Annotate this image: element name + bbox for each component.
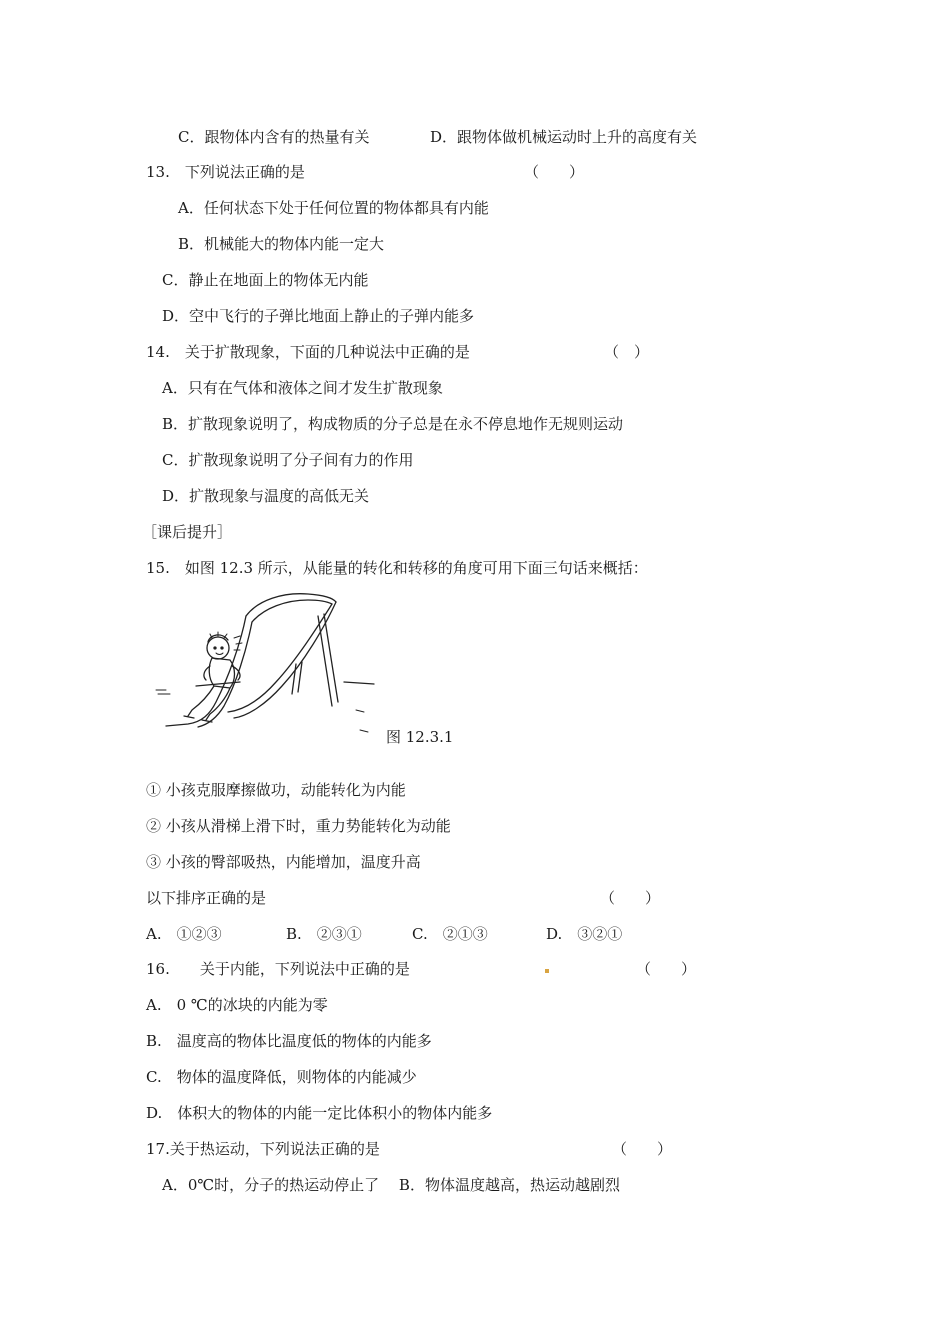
q13-option-d: D．空中飞行的子弹比地面上静止的子弹内能多 — [162, 307, 475, 325]
stray-mark — [545, 969, 549, 973]
q15-option-b: B. ②③① — [286, 925, 362, 943]
q16-stem: 16. 关于内能，下列说法中正确的是 — [146, 960, 410, 978]
slide-illustration — [148, 586, 384, 736]
q13-option-b: B．机械能大的物体内能一定大 — [178, 235, 385, 253]
q14-stem: 14. 关于扩散现象，下面的几种说法中正确的是 — [146, 343, 470, 361]
q15-option-a: A. ①②③ — [146, 925, 222, 943]
q14-option-a: A．只有在气体和液体之间才发生扩散现象 — [162, 379, 443, 397]
figure-caption: 图 12.3.1 — [386, 728, 454, 746]
q15-answer-paren: （ ） — [600, 889, 661, 907]
q16-option-d: D. 体积大的物体的内能一定比体积小的物体内能多 — [146, 1104, 493, 1122]
q13-stem: 13. 下列说法正确的是 — [146, 163, 305, 181]
q16-option-b: B. 温度高的物体比温度低的物体的内能多 — [146, 1032, 432, 1050]
q15-stem: 15. 如图 12.3 所示，从能量的转化和转移的角度可用下面三句话来概括： — [146, 559, 648, 577]
q16-option-c: C. 物体的温度降低，则物体的内能减少 — [146, 1068, 417, 1086]
q17-stem: 17.关于热运动，下列说法正确的是 — [146, 1140, 380, 1158]
q14-option-b: B．扩散现象说明了，构成物质的分子总是在永不停息地作无规则运动 — [162, 415, 624, 433]
q15-statement-3: ③ 小孩的臀部吸热，内能增加，温度升高 — [146, 853, 421, 871]
q14-option-d: D．扩散现象与温度的高低无关 — [162, 487, 370, 505]
q13-option-c: C．静止在地面上的物体无内能 — [162, 271, 369, 289]
q14-option-c: C．扩散现象说明了分子间有力的作用 — [162, 451, 414, 469]
q13-option-a: A．任何状态下处于任何位置的物体都具有内能 — [178, 199, 489, 217]
q12-option-c: C．跟物体内含有的热量有关 — [178, 128, 370, 146]
q15-prompt: 以下排序正确的是 — [146, 889, 267, 907]
q17-answer-paren: （ ） — [612, 1140, 673, 1158]
q15-option-d: D. ③②① — [546, 925, 623, 943]
q16-option-a: A. 0 ℃的冰块的内能为零 — [146, 996, 328, 1014]
q15-statement-1: ① 小孩克服摩擦做功，动能转化为内能 — [146, 781, 406, 799]
q12-option-d: D．跟物体做机械运动时上升的高度有关 — [430, 128, 698, 146]
q14-answer-paren: （ ） — [604, 343, 650, 361]
section-heading: ［课后提升］ — [142, 523, 233, 541]
q13-answer-paren: （ ） — [524, 163, 585, 181]
q17-options-a-b: A．0℃时，分子的热运动停止了 B．物体温度越高，热运动越剧烈 — [162, 1176, 620, 1194]
q16-answer-paren: （ ） — [636, 960, 697, 978]
q15-statement-2: ② 小孩从滑梯上滑下时，重力势能转化为动能 — [146, 817, 451, 835]
q15-option-c: C. ②①③ — [412, 925, 488, 943]
